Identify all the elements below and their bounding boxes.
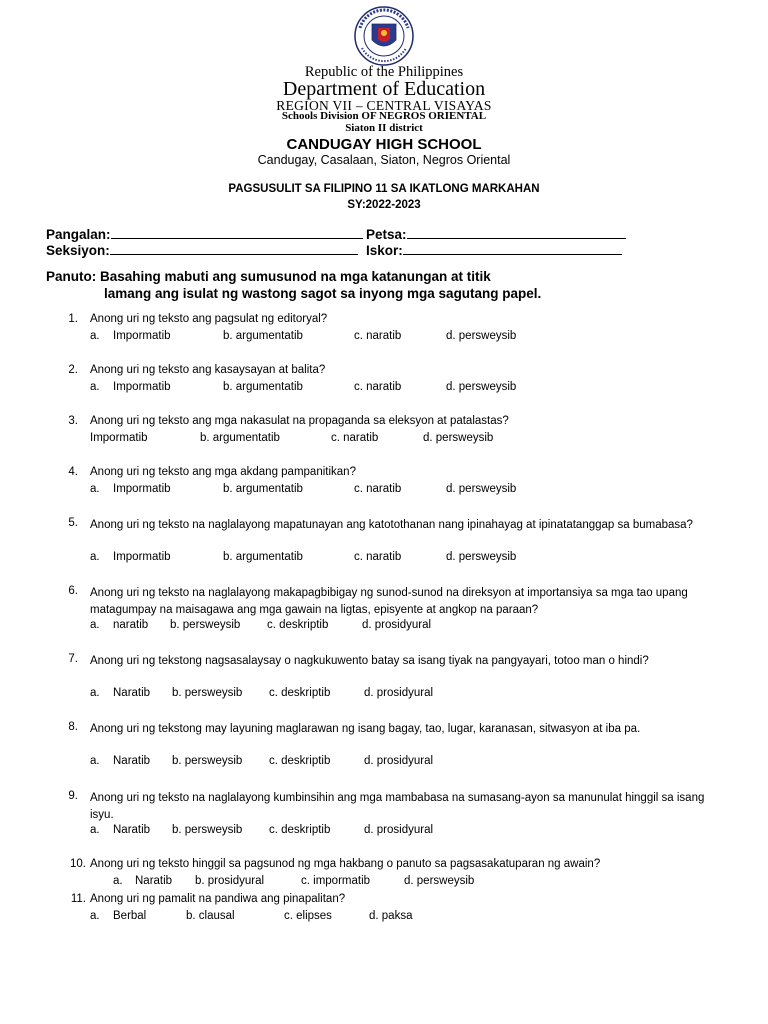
- choice-b: b. argumentatib: [223, 381, 303, 393]
- question-text: Anong uri ng teksto ang kasaysayan at balita?: [90, 364, 326, 376]
- header-school: CANDUGAY HIGH SCHOOL: [286, 136, 482, 153]
- choice-a: naratib: [113, 619, 149, 631]
- choice-c: c. impormatib: [301, 875, 371, 887]
- choice-b: b. prosidyural: [195, 875, 265, 887]
- petsa-label: Petsa:: [366, 227, 407, 242]
- choice-d: d. persweysib: [446, 483, 517, 495]
- choice-c: c. elipses: [284, 910, 332, 922]
- question-number: 3.: [68, 415, 78, 427]
- choice-b: b. clausal: [186, 910, 235, 922]
- choice-c: c. naratib: [354, 330, 402, 342]
- choice-b: b. persweysib: [172, 687, 243, 699]
- choice-b: b. argumentatib: [223, 551, 303, 563]
- school-year: SY:2022-2023: [347, 199, 421, 211]
- choice-a: Impormatib: [113, 483, 171, 495]
- choice-letter-a: a.: [90, 824, 100, 836]
- choice-d: d. persweysib: [446, 330, 517, 342]
- choice-c: c. deskriptib: [269, 755, 331, 767]
- choice-c: c. deskriptib: [267, 619, 329, 631]
- choice-letter-a: a.: [90, 619, 100, 631]
- question-number: 1.: [68, 313, 78, 325]
- question-text: Anong uri ng teksto na naglalayong makapagbibigay ng sunod-sunod na direksyon at importansiya sa mga tao upang matagumpay na maisagawa ang mga gawain na ligtas, episyente at angkop na paraan?: [90, 587, 688, 616]
- choice-d: d. prosidyural: [364, 824, 434, 836]
- header-region: REGION VII – CENTRAL VISAYAS: [276, 98, 492, 113]
- choice-letter-a: a.: [90, 551, 100, 563]
- question-number: 2.: [68, 364, 78, 376]
- iskor-line: [403, 242, 622, 255]
- choice-a: Impormatib: [113, 551, 171, 563]
- choice-b: b. persweysib: [172, 755, 243, 767]
- choice-b: b. persweysib: [172, 824, 243, 836]
- seksiyon-label: Seksiyon:: [46, 243, 110, 258]
- pangalan-line: [111, 226, 363, 239]
- choice-letter-a: a.: [113, 875, 123, 887]
- choice-letter-a: a.: [90, 687, 100, 699]
- choice-c: c. deskriptib: [269, 687, 331, 699]
- test-title: PAGSUSULIT SA FILIPINO 11 SA IKATLONG MARKAHAN: [228, 183, 540, 195]
- choice-a: Naratib: [113, 755, 151, 767]
- question-text: Anong uri ng tekstong nagsasalaysay o nagkukuwento batay sa isang tiyak na pangyayari, totoo man o hindi?: [90, 655, 649, 667]
- choice-a: Naratib: [135, 875, 173, 887]
- question-number: 7.: [68, 653, 78, 665]
- choice-a: Impormatib: [113, 381, 171, 393]
- choice-a: Impormatib: [113, 330, 171, 342]
- choice-a: Naratib: [113, 687, 151, 699]
- header-division: Schools Division OF NEGROS ORIENTAL: [281, 110, 487, 122]
- deped-seal-logo: [348, 6, 420, 66]
- question-text: Anong uri ng teksto ang pagsulat ng editoryal?: [90, 313, 328, 325]
- header-district: Siaton II district: [345, 122, 423, 134]
- choice-c: c. deskriptib: [269, 824, 331, 836]
- petsa-field: [366, 226, 626, 242]
- question-text: Anong uri ng pamalit na pandiwa ang pinapalitan?: [90, 893, 346, 905]
- choice-d: d. prosidyural: [364, 687, 434, 699]
- choice-c: c. naratib: [354, 381, 402, 393]
- question-text: Anong uri ng tekstong may layuning maglarawan ng isang bagay, tao, lugar, karanasan, sitwasyon at iba pa.: [90, 723, 641, 735]
- choice-d: d. persweysib: [446, 381, 517, 393]
- question-number: 4.: [68, 466, 78, 478]
- seksiyon-line: [110, 242, 358, 255]
- choice-c: c. naratib: [354, 483, 402, 495]
- choice-a: Impormatib: [90, 432, 148, 444]
- choice-d: d. persweysib: [423, 432, 494, 444]
- choice-d: d. prosidyural: [362, 619, 432, 631]
- question-number: 8.: [68, 721, 78, 733]
- choice-b: b. persweysib: [170, 619, 241, 631]
- choice-d: d. persweysib: [404, 875, 475, 887]
- pangalan-field: [46, 226, 363, 242]
- question-number: 9.: [68, 790, 78, 802]
- instructions-line-1: Panuto: Basahing mabuti ang sumusunod na mga katanungan at titik: [46, 269, 491, 284]
- choice-c: c. naratib: [354, 551, 402, 563]
- seksiyon-field: [46, 242, 358, 258]
- choice-letter-a: a.: [90, 381, 100, 393]
- question-number: 5.: [68, 517, 78, 529]
- question-text: Anong uri ng teksto ang mga akdang pampanitikan?: [90, 466, 356, 478]
- choice-b: b. argumentatib: [223, 330, 303, 342]
- choice-c: c. naratib: [331, 432, 379, 444]
- question-text: Anong uri ng teksto ang mga nakasulat na propaganda sa eleksyon at patalastas?: [90, 415, 509, 427]
- instructions: [46, 268, 541, 302]
- question-text: Anong uri ng teksto na naglalayong mapatunayan ang katotothanan nang ipinahayag at ipinatatanggap sa bumabasa?: [90, 519, 693, 531]
- choice-d: d. persweysib: [446, 551, 517, 563]
- choice-a: Naratib: [113, 824, 151, 836]
- choice-letter-a: a.: [90, 755, 100, 767]
- pangalan-label: Pangalan:: [46, 227, 111, 242]
- iskor-label: Iskor:: [366, 243, 403, 258]
- header-department: Department of Education: [282, 78, 486, 100]
- choice-letter-a: a.: [90, 483, 100, 495]
- question-number: 10.: [70, 858, 86, 870]
- instructions-line-2: lamang ang isulat ng wastong sagot sa inyong mga sagutang papel.: [104, 286, 542, 301]
- question-text: Anong uri ng teksto hinggil sa pagsunod ng mga hakbang o panuto sa pagsasakatuparan ng awain?: [90, 858, 601, 870]
- iskor-field: [366, 242, 622, 258]
- choice-b: b. argumentatib: [200, 432, 280, 444]
- choice-d: d. paksa: [369, 910, 413, 922]
- choice-letter-a: a.: [90, 910, 100, 922]
- choice-d: d. prosidyural: [364, 755, 434, 767]
- header-address: Candugay, Casalaan, Siaton, Negros Oriental: [257, 153, 511, 167]
- question-text: Anong uri ng teksto na naglalayong kumbinsihin ang mga mambabasa na sumasang-ayon sa manunulat hinggil sa isang isyu.: [90, 792, 705, 821]
- question-number: 6.: [68, 585, 78, 597]
- choice-b: b. argumentatib: [223, 483, 303, 495]
- choice-letter-a: a.: [90, 330, 100, 342]
- choice-a: Berbal: [113, 910, 147, 922]
- header-republic: Republic of the Philippines: [304, 64, 464, 80]
- petsa-line: [407, 226, 626, 239]
- question-number: 11.: [70, 893, 86, 905]
